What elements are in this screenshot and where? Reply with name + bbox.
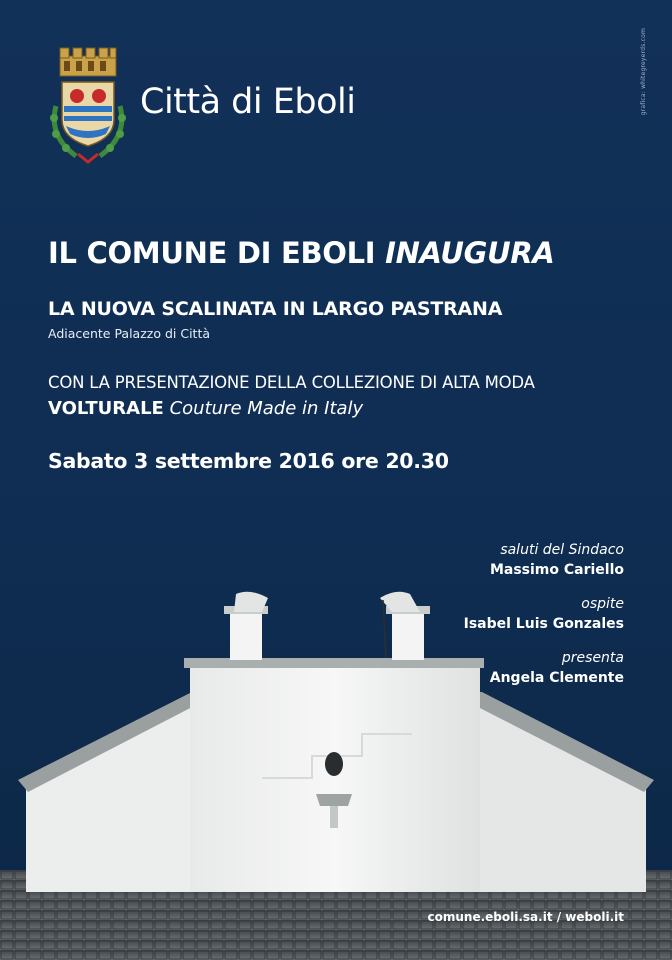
brand-tagline: Couture Made in Italy <box>169 398 364 419</box>
website-link[interactable]: comune.eboli.sa.it / weboli.it <box>427 910 624 924</box>
subheading-note: Adiacente Palazzo di Città <box>48 326 211 341</box>
headline-emphasis: INAUGURA <box>385 236 555 270</box>
event-credits <box>464 540 624 702</box>
credit-name: Massimo Cariello <box>489 562 624 578</box>
city-name: Città di Eboli <box>140 82 356 122</box>
brand-name: VOLTURALE <box>48 398 164 419</box>
credit-role: saluti del Sindaco <box>500 542 624 558</box>
event-date: Sabato 3 settembre 2016 ore 20.30 <box>48 449 449 473</box>
coat-of-arms-icon <box>46 46 130 168</box>
brand-line <box>48 398 363 419</box>
design-credit: grafica: whitegreyerds.com <box>640 28 647 116</box>
credit-name: Angela Clemente <box>489 670 624 686</box>
headline-main: IL COMUNE DI EBOLI <box>48 236 376 270</box>
presentation-line: CON LA PRESENTAZIONE DELLA COLLEZIONE DI ALTA MODA <box>48 373 535 392</box>
credit-role: presenta <box>561 650 624 666</box>
credit-name: Isabel Luis Gonzales <box>463 616 624 632</box>
credit-role: ospite <box>581 596 624 612</box>
subheading-title: LA NUOVA SCALINATA IN LARGO PASTRANA <box>48 298 503 320</box>
headline <box>48 236 555 270</box>
